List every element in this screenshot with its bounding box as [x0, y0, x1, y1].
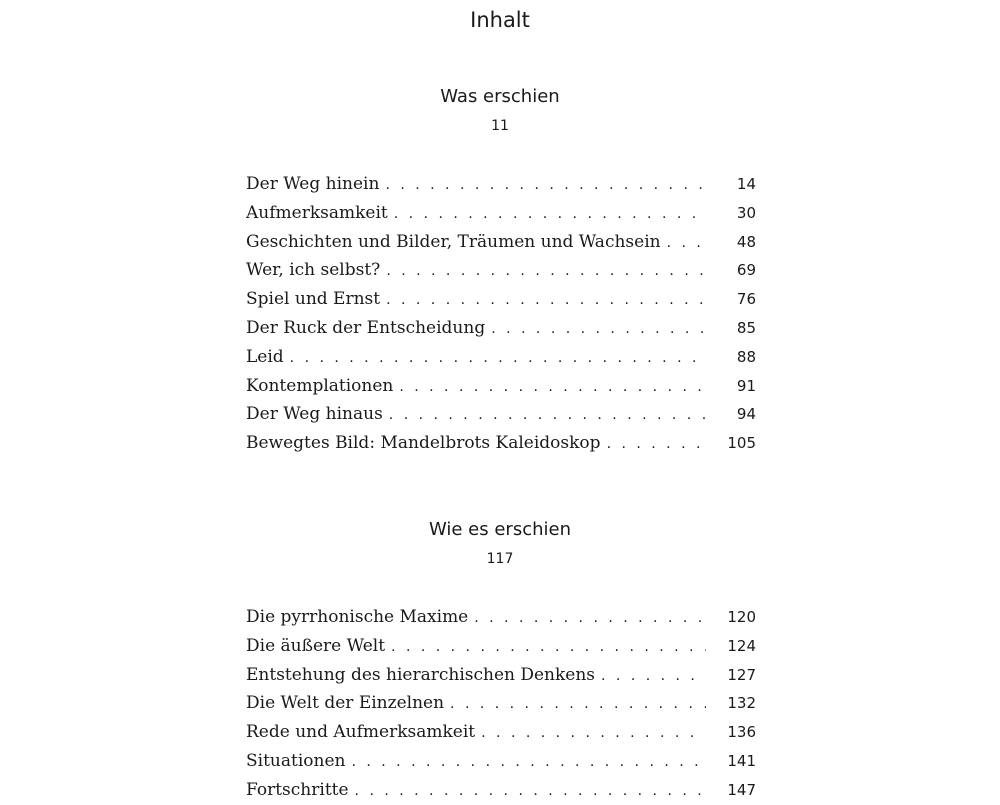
toc-entry[interactable]: [246, 661, 756, 690]
toc-entry[interactable]: [246, 429, 756, 458]
toc-entry[interactable]: [246, 689, 756, 718]
dot-leader: [491, 315, 706, 343]
toc-entry-page: 14: [736, 175, 756, 193]
toc-entry-page: 94: [736, 405, 756, 424]
dot-leader: [474, 604, 706, 632]
toc-entry[interactable]: [246, 256, 756, 285]
toc-entry[interactable]: [246, 400, 756, 429]
dot-leader: [385, 171, 706, 199]
dot-leader: [389, 401, 706, 429]
toc-entry-page: 69: [736, 261, 756, 280]
toc-entry-page: 127: [727, 665, 756, 684]
toc-entry-page: 91: [736, 376, 756, 395]
section-heading: Was erschien: [440, 86, 560, 107]
dot-leader: [667, 229, 706, 257]
toc-entry-page: 147: [727, 780, 756, 799]
toc-entry-page: 88: [736, 347, 756, 366]
dot-leader: [601, 662, 706, 690]
dot-leader: [386, 257, 706, 285]
toc-entry-page: 124: [727, 636, 756, 655]
toc-entry[interactable]: [246, 228, 756, 257]
section-page-number: 117: [486, 551, 514, 567]
toc-entry-page: 76: [736, 290, 756, 309]
toc-entry-page: 136: [727, 723, 756, 742]
dot-leader: [391, 633, 706, 661]
toc-entry[interactable]: [246, 747, 756, 776]
toc-entry[interactable]: [246, 603, 756, 632]
toc-entry-title: Geschichten und Bilder, Träumen und Wachsein: [246, 231, 661, 252]
toc-entry[interactable]: [246, 314, 756, 343]
toc-entry-title: Bewegtes Bild: Mandelbrots Kaleidoskop: [246, 433, 601, 454]
toc-entry-title: Fortschritte: [246, 779, 349, 800]
toc-entry[interactable]: [246, 199, 756, 228]
section-heading: Wie es erschien: [428, 519, 571, 540]
toc-entry[interactable]: [246, 285, 756, 314]
toc-entry-title: Die äußere Welt: [246, 635, 386, 656]
toc-entry-page: 105: [727, 434, 756, 453]
dot-leader: [450, 690, 706, 718]
toc-list: [246, 170, 756, 458]
toc-entry-page: 48: [736, 232, 756, 251]
toc-entry[interactable]: [246, 170, 756, 199]
dot-leader: [481, 719, 706, 747]
toc-list: [246, 603, 756, 805]
toc-entry-title: Spiel und Ernst: [246, 289, 381, 310]
dot-leader: [394, 200, 706, 228]
toc-entry-title: Entstehung des hierarchischen Denkens: [246, 664, 596, 685]
toc-entry-title: Die pyrrhonische Maxime: [246, 607, 469, 627]
toc-entry[interactable]: [246, 343, 756, 372]
toc-entry-page: 85: [736, 318, 756, 337]
toc-entry-title: Der Ruck der Entscheidung: [246, 317, 486, 338]
dot-leader: [386, 286, 706, 314]
toc-entry-title: Rede und Aufmerksamkeit: [246, 722, 476, 743]
toc-entry-title: Der Weg hinein: [246, 174, 380, 194]
dot-leader: [399, 373, 706, 401]
section-page-number: 11: [491, 118, 509, 134]
toc-entry-title: Der Weg hinaus: [246, 404, 383, 425]
toc-entry[interactable]: [246, 718, 756, 747]
toc-entry-title: Kontemplationen: [246, 375, 394, 396]
dot-leader: [351, 748, 706, 776]
dot-leader: [290, 344, 706, 372]
toc-entry-title: Aufmerksamkeit: [246, 202, 388, 223]
dot-leader: [355, 777, 706, 805]
toc-entry-title: Die Welt der Einzelnen: [246, 693, 445, 714]
toc-entry[interactable]: [246, 776, 756, 805]
toc-entry[interactable]: [246, 372, 756, 401]
toc-entry-page: 30: [736, 203, 756, 222]
toc-entry-title: Wer, ich selbst?: [246, 260, 381, 281]
page-title: Inhalt: [470, 8, 530, 33]
toc-entry-page: 141: [727, 751, 756, 770]
toc-entry[interactable]: [246, 632, 756, 661]
toc-entry-title: Situationen: [246, 750, 346, 771]
toc-entry-title: Leid: [246, 346, 284, 367]
toc-entry-page: 120: [727, 608, 756, 626]
dot-leader: [607, 430, 706, 458]
toc-entry-page: 132: [727, 694, 756, 713]
